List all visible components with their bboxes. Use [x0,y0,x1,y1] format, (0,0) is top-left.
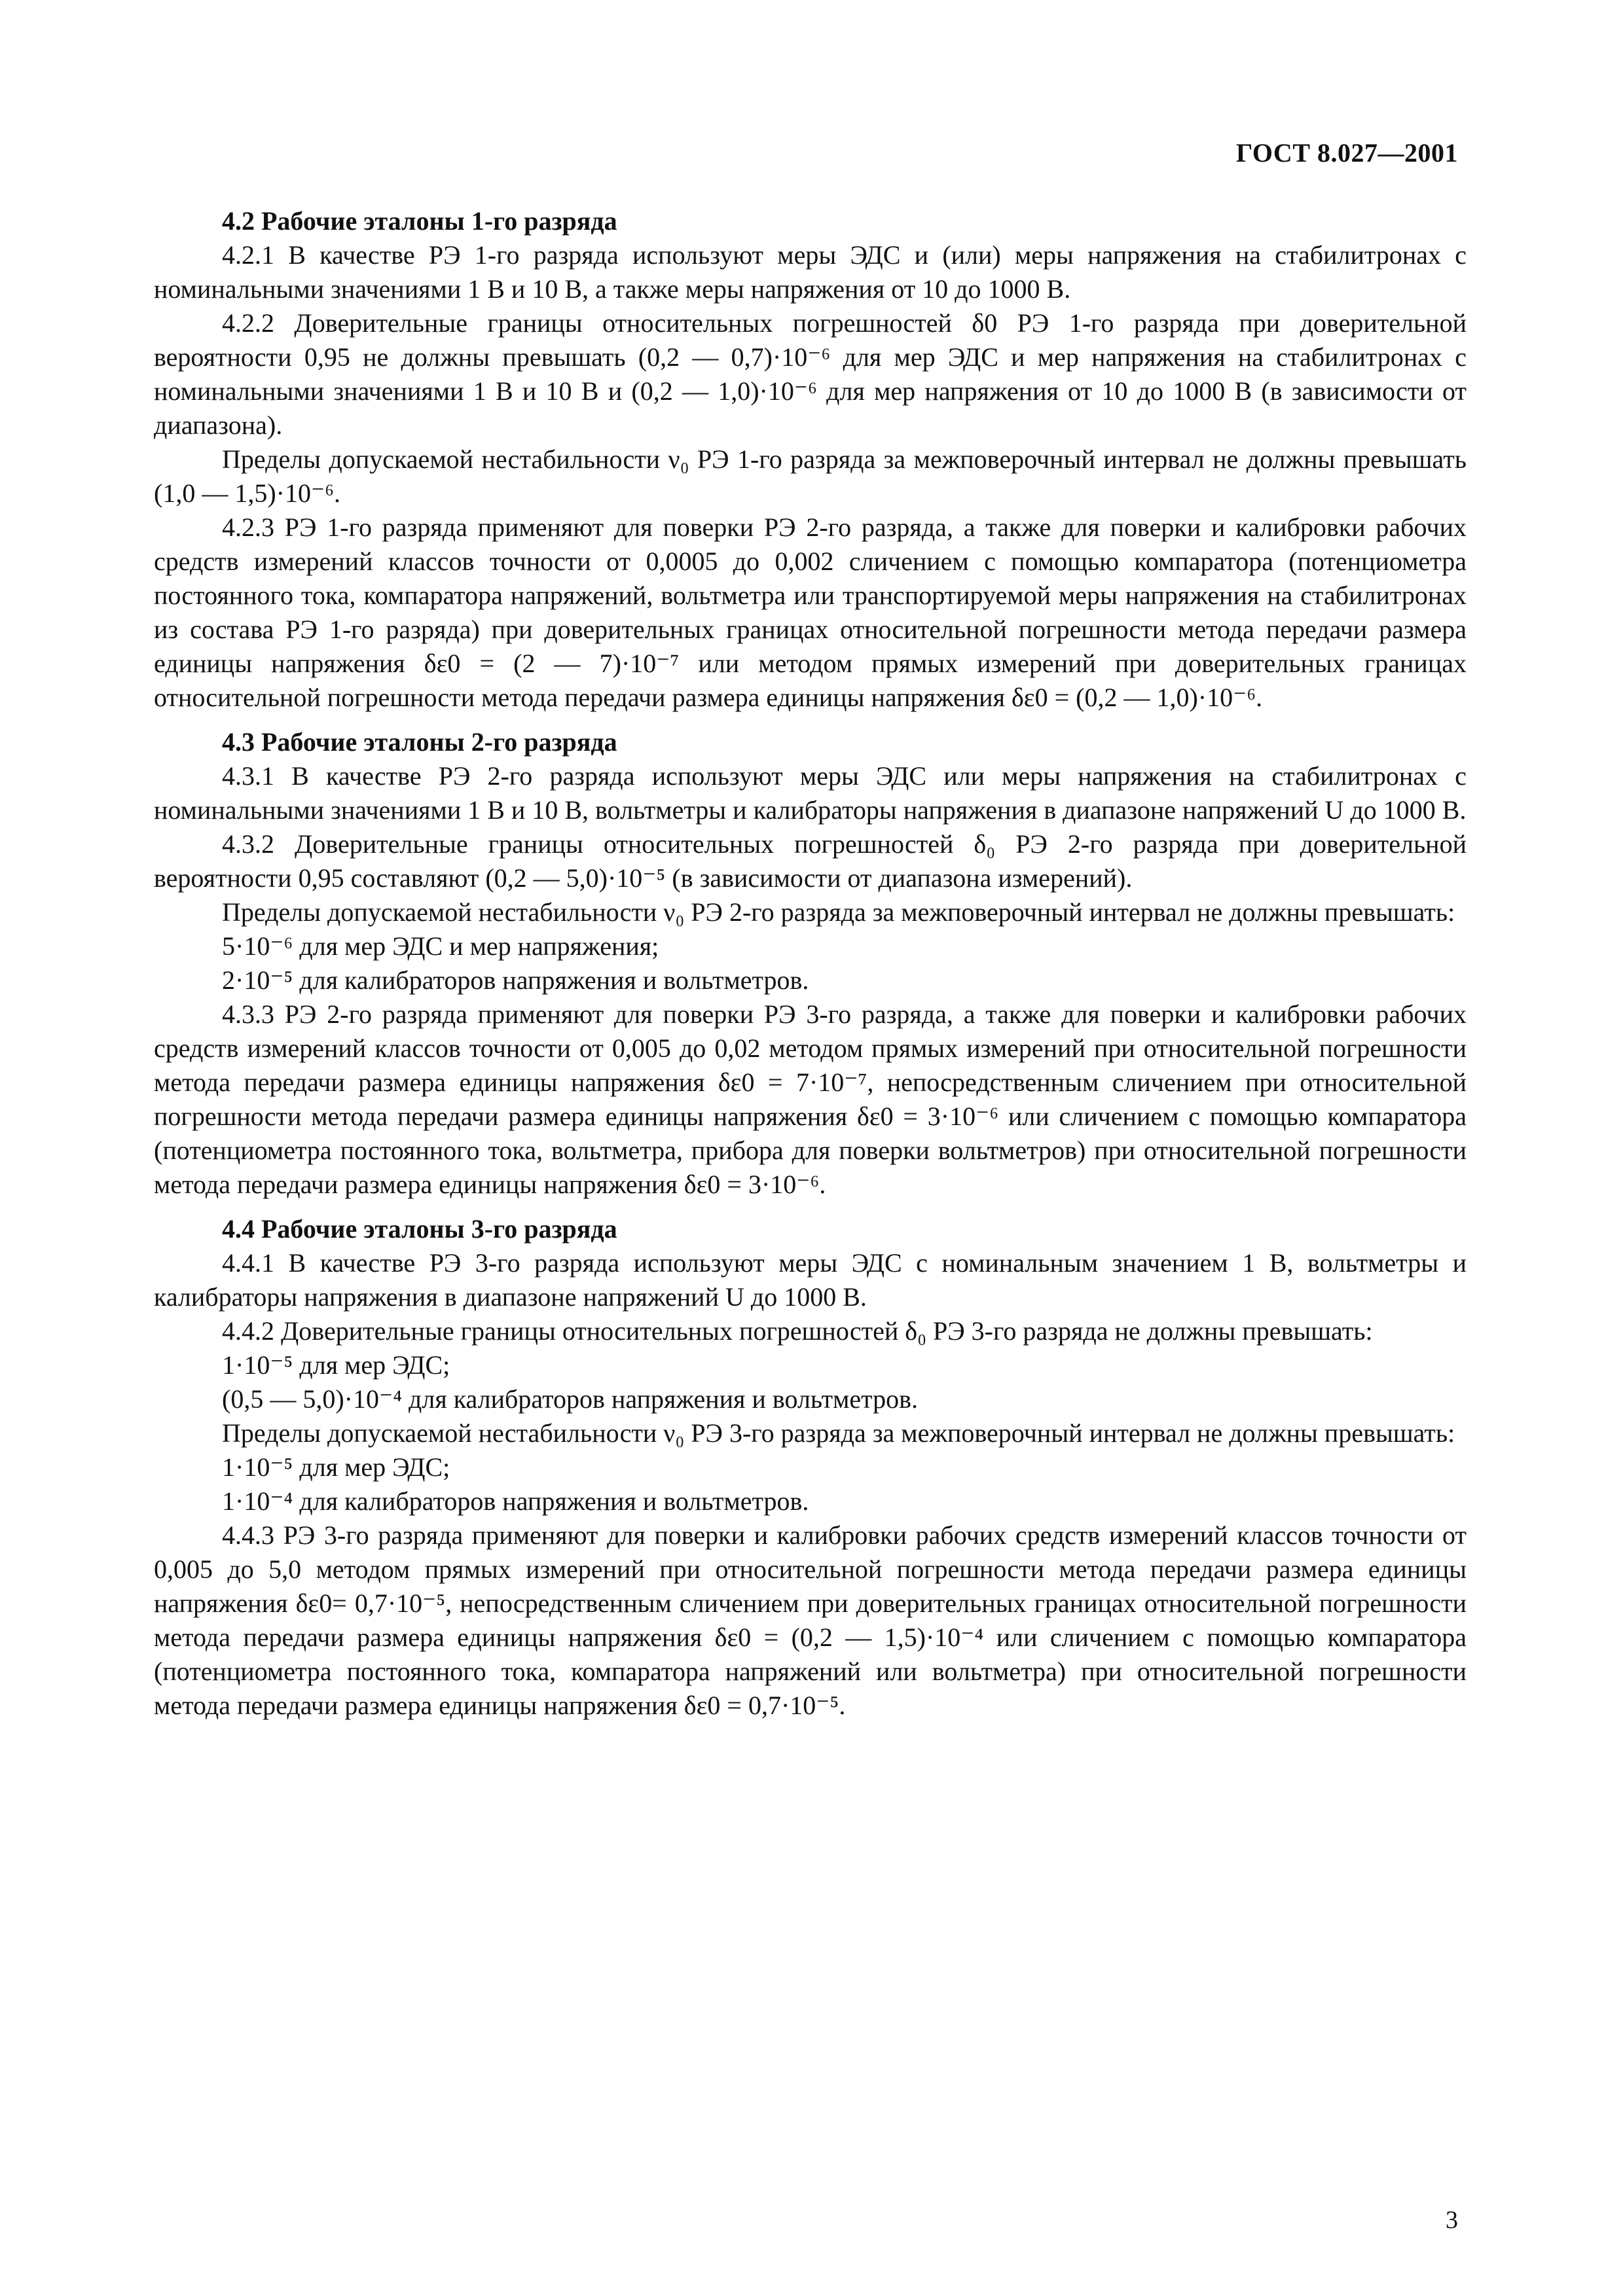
paragraph: 4.3.3 РЭ 2-го разряда применяют для поверки РЭ 3-го разряда, а также для поверки и калибровки рабочих средств измерений классов точности от 0,005 до 0,02 методом прямых измерений при относительной погрешности метода передачи размера единицы напряжения δε0 = 7·10⁻⁷, непосредственным сличением при относительной погрешности метода передачи размера единицы напряжения δε0 = 3·10⁻⁶ или сличением с помощью компаратора (потенциометра постоянного тока, вольтметра, прибора для поверки вольтметров) при относительной погрешности метода передачи размера единицы напряжения δε0 = 3·10⁻⁶. [154,999,1467,1199]
paragraph: 4.4.3 РЭ 3-го разряда применяют для поверки и калибровки рабочих средств измерений классов точности от 0,005 до 5,0 методом прямых измерений при относительной погрешности метода передачи размера единицы напряжения δε0= 0,7·10⁻⁵, непосредственным сличением при доверительных границах относительной погрешности метода передачи размера единицы напряжения δε0 = (0,2 — 1,5)·10⁻⁴ или сличением с помощью компаратора (потенциометра постоянного тока, компаратора напряжений или вольтметра) при относительной погрешности метода передачи размера единицы напряжения δε0 = 0,7·10⁻⁵. [154,1520,1467,1720]
list-item: (0,5 — 5,0)·10⁻⁴ для калибраторов напряжения и вольтметров. [222,1384,919,1414]
list-item: 5·10⁻⁶ для мер ЭДС и мер напряжения; [222,931,659,961]
paragraph: 4.2.1 В качестве РЭ 1-го разряда используют меры ЭДС и (или) меры напряжения на стабилитронах с номинальными значениями 1 В и 10 В, а также меры напряжения от 10 до 1000 В. [154,240,1467,304]
list-item: 1·10⁻⁵ для мер ЭДС; [222,1452,450,1482]
paragraph: Пределы допускаемой нестабильности ν₀ РЭ 2-го разряда за межповерочный интервал не должны превышать: [222,897,1455,927]
page-number: 3 [1446,2206,1458,2234]
standard-code: ГОСТ 8.027—2001 [1235,138,1458,168]
paragraph: 4.4.1 В качестве РЭ 3-го разряда используют меры ЭДС с номинальным значением 1 В, вольтметры и калибраторы напряжения в диапазоне напряжений U до 1000 В. [154,1248,1467,1312]
paragraph: Пределы допускаемой нестабильности ν₀ РЭ 3-го разряда за межповерочный интервал не должны превышать: [222,1418,1455,1448]
paragraph: 4.2.3 РЭ 1-го разряда применяют для поверки РЭ 2-го разряда, а также для поверки и калибровки рабочих средств измерений классов точности от 0,0005 до 0,002 сличением с помощью компаратора (потенциометра постоянного тока, компаратора напряжений, вольтметра или транспортируемой меры напряжения на стабилитронах из состава РЭ 1-го разряда) при доверительных границах относительной погрешности метода передачи размера единицы напряжения δε0 = (2 — 7)·10⁻⁷ или методом прямых измерений при доверительных границах относительной погрешности метода передачи размера единицы напряжения δε0 = (0,2 — 1,0)·10⁻⁶. [154,512,1467,712]
document-body [154,204,1467,1723]
paragraph: 4.2.2 Доверительные границы относительных погрешностей δ0 РЭ 1-го разряда при доверительной вероятности 0,95 не должны превышать (0,2 — 0,7)·10⁻⁶ для мер ЭДС и мер напряжения на стабилитронах с номинальными значениями 1 В и 10 В и (0,2 — 1,0)·10⁻⁶ для мер напряжения от 10 до 1000 В (в зависимости от диапазона). [154,308,1467,440]
section-heading: 4.2 Рабочие эталоны 1-го разряда [222,206,617,236]
section-heading: 4.3 Рабочие эталоны 2-го разряда [222,727,617,757]
list-item: 1·10⁻⁴ для калибраторов напряжения и вольтметров. [222,1486,809,1516]
paragraph: 4.3.1 В качестве РЭ 2-го разряда используют меры ЭДС или меры напряжения на стабилитронах с номинальными значениями 1 В и 10 В, вольтметры и калибраторы напряжения в диапазоне напряжений U до 1000 В. [154,761,1467,825]
paragraph: Пределы допускаемой нестабильности ν₀ РЭ 1-го разряда за межповерочный интервал не должны превышать (1,0 — 1,5)·10⁻⁶. [154,444,1467,508]
paragraph: 4.3.2 Доверительные границы относительных погрешностей δ₀ РЭ 2-го разряда при доверительной вероятности 0,95 составляют (0,2 — 5,0)·10⁻⁵ (в зависимости от диапазона измерений). [154,829,1467,893]
section-heading: 4.4 Рабочие эталоны 3-го разряда [222,1214,617,1244]
list-item: 2·10⁻⁵ для калибраторов напряжения и вольтметров. [222,965,809,995]
list-item: 1·10⁻⁵ для мер ЭДС; [222,1350,450,1380]
paragraph: 4.4.2 Доверительные границы относительных погрешностей δ₀ РЭ 3-го разряда не должны превышать: [222,1316,1373,1346]
